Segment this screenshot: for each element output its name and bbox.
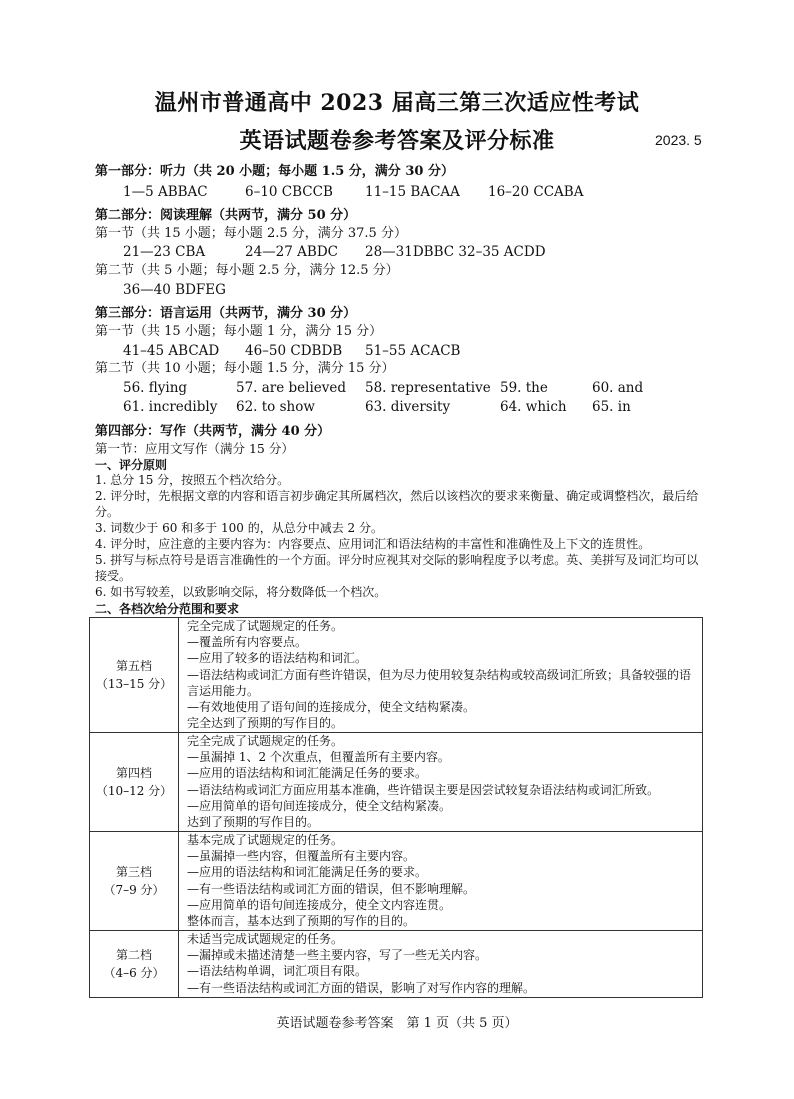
part3-section1-heading: 第一节（共 15 小题；每小题 1 分，满分 15 分） [95, 324, 383, 339]
part3-heading: 第三部分：语言运用（共两节，满分 30 分） [95, 306, 357, 321]
requirement-item: —虽漏掉一些内容，但覆盖所有主要内容。 [187, 849, 416, 864]
principle-6: 6. 如书写较差，以致影响交际，将分数降低一个档次。 [95, 585, 387, 599]
part1-answer-4: 16–20 CCABA [488, 184, 584, 200]
principles-heading: 一、评分原则 [95, 458, 168, 472]
requirement-item: 完全完成了试题规定的任务。 [187, 734, 344, 748]
part3-s1-answer-1: 41–45 ABCAD [123, 343, 220, 359]
fill-answer-60: 60. and [592, 380, 644, 396]
table-row [90, 931, 703, 998]
part3-s1-answer-2: 46–50 CDBDB [245, 343, 343, 359]
fill-answer-56: 56. flying [123, 380, 188, 396]
page-footer: 英语试题卷参考答案 第 1 页（共 5 页） [276, 1016, 518, 1031]
fill-answer-61: 61. incredibly [123, 399, 218, 415]
grading-table [89, 617, 703, 998]
part2-section2-heading: 第二节（共 5 小题；每小题 2.5 分，满分 12.5 分） [95, 263, 399, 278]
requirements-cell [179, 733, 703, 832]
requirement-item: 基本完成了试题规定的任务。 [187, 833, 344, 847]
fill-answer-59: 59. the [500, 380, 548, 396]
level-range: （7–9 分） [103, 883, 165, 897]
part2-heading: 第二部分：阅读理解（共两节，满分 50 分） [95, 208, 357, 223]
part1-answer-2: 6–10 CBCCB [245, 184, 333, 200]
requirement-item: 未适当完成试题规定的任务。 [187, 932, 344, 946]
document-subtitle: 英语试题卷参考答案及评分标准 [239, 128, 555, 154]
requirement-item: —漏掉或未描述清楚一些主要内容，写了一些无关内容。 [187, 948, 488, 963]
part2-s1-answer-3: 28—31DBBC 32–35 ACDD [365, 244, 546, 260]
requirement-item: 达到了预期的写作目的。 [187, 815, 320, 830]
part2-s1-answer-2: 24—27 ABDC [245, 244, 338, 260]
principle-5: 5. 拼写与标点符号是语言准确性的一个方面。评分时应视其对交际的影响程度予以考虑。英、美拼写及词汇均可以接受。 [95, 553, 699, 583]
part3-section2-heading: 第二节（共 10 小题；每小题 1.5 分，满分 15 分） [95, 361, 395, 376]
level-range: （13–15 分） [95, 677, 173, 691]
requirement-item: 完全完成了试题规定的任务。 [187, 619, 344, 633]
level-name: 第二档 [115, 948, 152, 962]
part3-s1-answer-3: 51–55 ACACB [365, 343, 461, 359]
requirement-item: —虽漏掉 1、2 个次重点，但覆盖所有主要内容。 [187, 750, 450, 765]
part1-answer-1: 1—5 ABBAC [123, 184, 208, 200]
principle-4: 4. 评分时，应注意的主要内容为：内容要点、应用词汇和语法结构的丰富性和准确性及上下文的连贯性。 [95, 537, 651, 551]
fill-answer-57: 57. are believed [236, 380, 347, 396]
requirement-item: —覆盖所有内容要点。 [187, 635, 308, 650]
principle-2: 2. 评分时，先根据文章的内容和语言初步确定其所属档次，然后以该档次的要求来衡量、确定或调整档次，最后给分。 [95, 489, 699, 519]
part4-section1-heading: 第一节：应用文写作（满分 15 分） [95, 441, 294, 456]
principle-1: 1. 总分 15 分，按照五个档次给分。 [95, 473, 290, 487]
requirement-item: 整体而言，基本达到了预期的写作的目的。 [187, 914, 416, 929]
requirement-item: —有一些语法结构或词汇方面的错误，但不影响理解。 [187, 881, 476, 896]
requirement-item: —应用的语法结构和词汇能满足任务的要求。 [187, 865, 428, 880]
requirement-item: —语法结构单调，词汇项目有限。 [187, 964, 368, 979]
document-title: 温州市普通高中 2023 届高三第三次适应性考试 [154, 90, 640, 116]
level-name: 第四档 [115, 766, 152, 780]
fill-answer-62: 62. to show [236, 399, 315, 415]
level-range: （10–12 分） [95, 784, 173, 798]
fill-answer-64: 64. which [500, 399, 567, 415]
table-row [90, 618, 703, 733]
level-name: 第三档 [115, 865, 152, 879]
requirement-item: 完全达到了预期的写作目的。 [187, 716, 344, 731]
table-row [90, 832, 703, 931]
table-row [90, 733, 703, 832]
document-date: 2023. 5 [655, 132, 702, 148]
part1-answer-3: 11–15 BACAA [365, 184, 460, 200]
fill-answer-65: 65. in [592, 399, 631, 415]
requirement-item: —应用简单的语句间连接成分，使全文内容连贯。 [187, 897, 452, 912]
part2-s1-answer-1: 21—23 CBA [123, 244, 206, 260]
level-range: （4–6 分） [103, 966, 165, 980]
requirement-item: —应用的语法结构和词汇能满足任务的要求。 [187, 766, 428, 781]
requirements-cell [179, 618, 703, 733]
principle-3: 3. 词数少于 60 和多于 100 的，从总分中减去 2 分。 [95, 521, 383, 535]
level-cell [90, 733, 179, 832]
requirement-item: —有一些语法结构或词汇方面的错误，影响了对写作内容的理解。 [187, 980, 536, 995]
fill-answer-58: 58. representative [365, 380, 491, 396]
fill-answer-63: 63. diversity [365, 399, 451, 415]
part2-section1-heading: 第一节（共 15 小题；每小题 2.5 分，满分 37.5 分） [95, 226, 407, 241]
requirements-cell [179, 931, 703, 998]
requirement-item: —有效地使用了语句间的连接成分，使全文结构紧凑。 [187, 700, 476, 715]
requirement-item: —语法结构或词汇方面应用基本准确，些许错误主要是因尝试较复杂语法结构或词汇所致。 [187, 782, 659, 797]
level-cell [90, 832, 179, 931]
level-cell [90, 931, 179, 998]
part1-heading: 第一部分：听力（共 20 小题；每小题 1.5 分，满分 30 分） [95, 164, 454, 179]
part2-s2-answer-1: 36—40 BDFEG [123, 282, 226, 298]
requirements-cell [179, 832, 703, 931]
requirement-item: —应用简单的语句间连接成分，使全文结构紧凑。 [187, 798, 452, 813]
requirement-item: —应用了较多的语法结构和词汇。 [187, 651, 368, 666]
requirement-item: —语法结构或词汇方面有些许错误，但为尽力使用较复杂结构或较高级词汇所致；具备较强的语言运用能力。 [187, 667, 692, 698]
ranges-heading: 二、各档次给分范围和要求 [95, 602, 240, 616]
part4-heading: 第四部分：写作（共两节，满分 40 分） [95, 424, 331, 439]
level-name: 第五档 [115, 659, 152, 673]
level-cell [90, 618, 179, 733]
